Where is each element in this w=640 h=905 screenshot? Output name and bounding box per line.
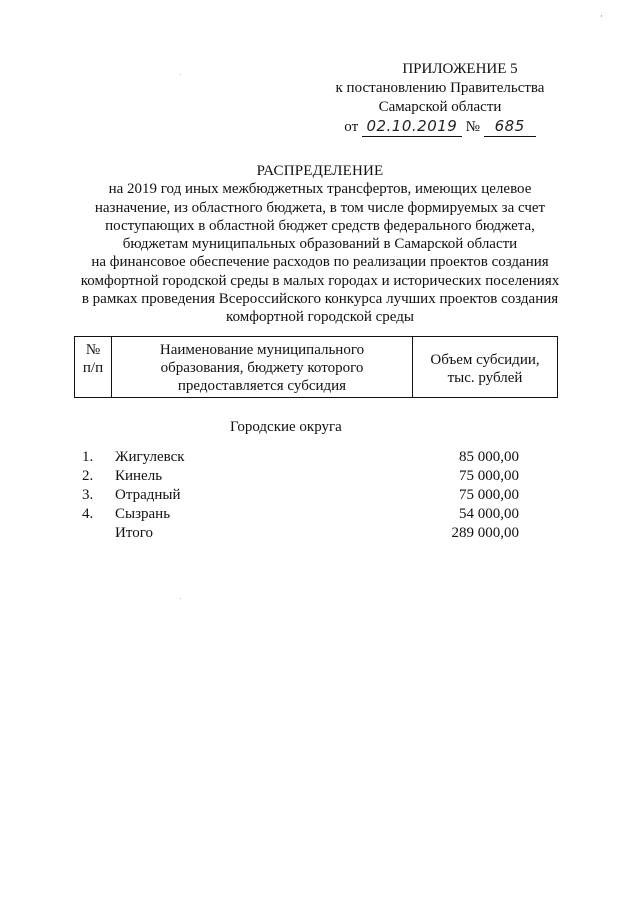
allocation-list <box>82 448 542 543</box>
date-prefix: от <box>344 119 359 135</box>
column-header-name-line3: предоставляется субсидия <box>177 378 347 394</box>
title-line: комфортной городской среды <box>226 309 414 326</box>
row-municipality: Отрадный <box>115 487 181 503</box>
handwritten-number: 685 <box>484 117 536 137</box>
title-line: поступающих в областной бюджет средств федерального бюджета, <box>105 217 535 234</box>
row-amount: 54 000,00 <box>459 506 519 522</box>
corner-speck: · <box>600 12 603 22</box>
scan-speck <box>180 598 181 599</box>
appendix-header <box>300 60 580 137</box>
title-line: в рамках проведения Всероссийского конкурса лучших проектов создания <box>81 291 559 308</box>
handwritten-date: 02.10.2019 <box>362 117 462 137</box>
date-number-line <box>300 117 580 137</box>
column-header-number <box>75 337 112 397</box>
row-municipality: Жигулевск <box>115 449 185 465</box>
table-row <box>82 467 542 486</box>
scan-speck <box>180 74 181 75</box>
total-row <box>82 524 542 543</box>
row-municipality: Кинель <box>115 468 163 484</box>
table-row <box>82 448 542 467</box>
total-label: Итого <box>115 525 153 541</box>
row-municipality: Сызрань <box>115 506 171 522</box>
appendix-title: ПРИЛОЖЕНИЕ 5 <box>402 61 518 77</box>
column-header-name-line2: образования, бюджету которого <box>160 360 364 376</box>
title-line: на финансовое обеспечение расходов по реализации проектов создания <box>91 254 549 271</box>
table-header <box>74 336 558 398</box>
column-header-number-line1: № <box>85 342 101 358</box>
appendix-line-3: Самарской области <box>378 99 502 115</box>
table-row <box>82 505 542 524</box>
column-header-name <box>112 337 413 397</box>
column-header-number-line2: п/п <box>82 360 104 376</box>
row-number: 2. <box>82 468 94 484</box>
title-heading: РАСПРЕДЕЛЕНИЕ <box>256 163 384 179</box>
number-prefix: № <box>465 119 480 135</box>
section-title: Городские округа <box>230 419 342 435</box>
total-amount: 289 000,00 <box>451 525 519 541</box>
column-header-amount <box>413 337 557 397</box>
row-number: 4. <box>82 506 94 522</box>
table-row <box>82 486 542 505</box>
row-number: 3. <box>82 487 94 503</box>
column-header-amount-line1: Объем субсидии, <box>430 352 540 368</box>
row-amount: 85 000,00 <box>459 449 519 465</box>
column-header-amount-line2: тыс. рублей <box>447 370 523 386</box>
appendix-line-2: к постановлению Правительства <box>335 80 545 96</box>
row-amount: 75 000,00 <box>459 468 519 484</box>
document-title <box>60 162 580 327</box>
title-line: на 2019 год иных межбюджетных трансфертов, имеющих целевое <box>108 181 532 198</box>
column-header-name-line1: Наименование муниципального <box>159 342 365 358</box>
row-amount: 75 000,00 <box>459 487 519 503</box>
title-line: комфортной городской среды в малых городах и исторических поселениях <box>80 272 560 289</box>
title-line: бюджетам муниципальных образований в Самарской области <box>122 236 518 253</box>
title-line: назначение, из областного бюджета, в том числе формируемых за счет <box>94 199 546 216</box>
row-number: 1. <box>82 449 94 465</box>
row-number <box>82 524 115 543</box>
